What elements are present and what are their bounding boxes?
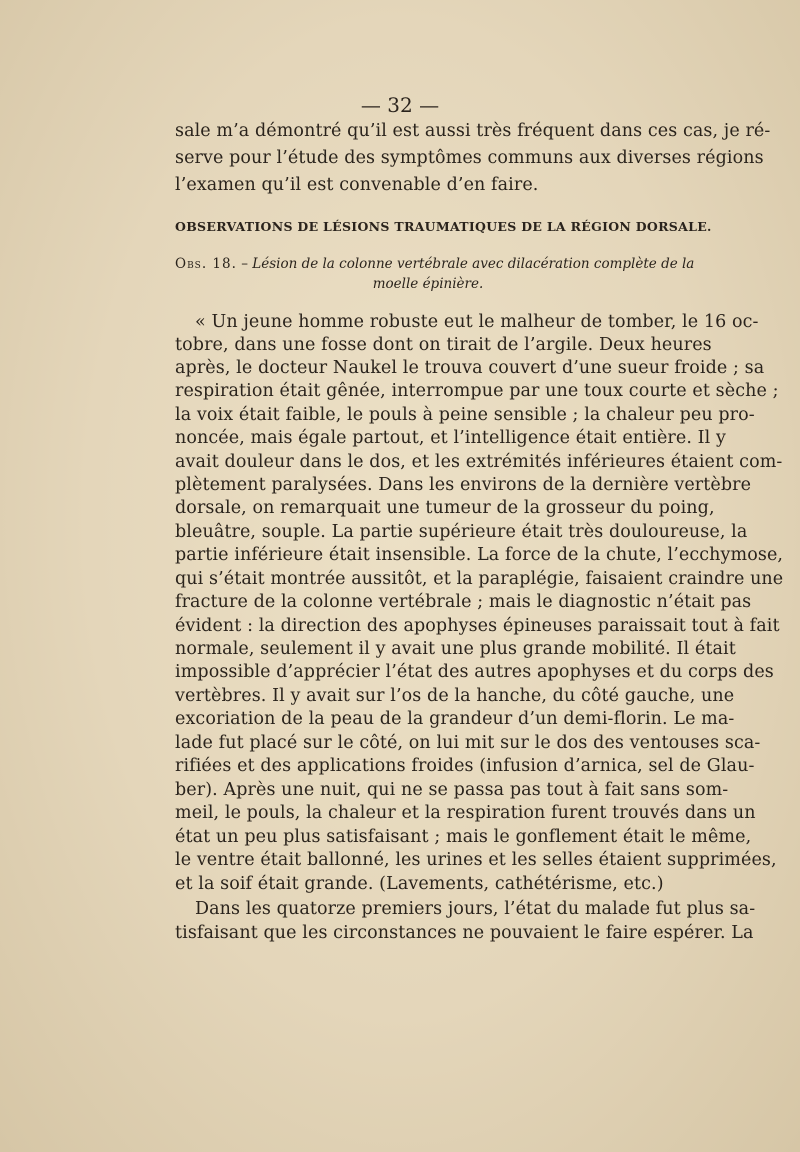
body-line: bleuâtre, souple. La partie supérieure était très douloureuse, la: [175, 522, 748, 542]
body-line: noncée, mais égale partout, et l’intelligence était entière. Il y: [175, 428, 727, 448]
body-line: impossible d’apprécier l’état des autres apophyses et du corps des: [175, 662, 774, 682]
observation-dash: –: [236, 256, 253, 272]
intro-line: sale m’a démontré qu’il est aussi très fréquent dans ces cas, je ré-: [175, 121, 771, 141]
section-heading: OBSERVATIONS DE LÉSIONS TRAUMATIQUES DE LA RÉGION DORSALE.: [175, 219, 712, 234]
page-number: — 32 —: [360, 93, 440, 117]
body-line: qui s’était montrée aussitôt, et la paraplégie, faisaient craindre une: [175, 569, 784, 589]
body-line: évident : la direction des apophyses épineuses paraissait tout à fait: [175, 616, 780, 636]
body-line: avait douleur dans le dos, et les extrémités inférieures étaient com-: [175, 452, 783, 472]
body-line: excoriation de la peau de la grandeur d’un demi-florin. Le ma-: [175, 709, 735, 729]
observation-title: Lésion de la colonne vertébrale avec dilacération complète de la: [252, 256, 695, 272]
body-line: tobre, dans une fosse dont on tirait de l’argile. Deux heures: [175, 335, 712, 355]
body-line: Dans les quatorze premiers jours, l’état du malade fut plus sa-: [195, 899, 756, 919]
intro-line: serve pour l’étude des symptômes communs aux diverses régions: [175, 148, 764, 168]
body-line: vertèbres. Il y avait sur l’os de la hanche, du côté gauche, une: [175, 686, 735, 706]
body-line: après, le docteur Naukel le trouva couvert d’une sueur froide ; sa: [175, 358, 765, 378]
body-line: lade fut placé sur le côté, on lui mit sur le dos des ventouses sca-: [175, 733, 761, 753]
body-line: tisfaisant que les circonstances ne pouvaient le faire espérer. La: [175, 923, 754, 943]
body-line: « Un jeune homme robuste eut le malheur de tomber, le 16 oc-: [195, 312, 759, 332]
body-line: rifiées et des applications froides (infusion d’arnica, sel de Glau-: [175, 756, 755, 776]
body-line: normale, seulement il y avait une plus grande mobilité. Il était: [175, 639, 736, 659]
observation-heading: [175, 254, 695, 274]
body-line: plètement paralysées. Dans les environs de la dernière vertèbre: [175, 475, 752, 495]
observation-label: Obs. 18.: [175, 256, 237, 272]
body-line: état un peu plus satisfaisant ; mais le gonflement était le même,: [175, 827, 752, 847]
body-line: le ventre était ballonné, les urines et les selles étaient supprimées,: [175, 850, 777, 870]
body-line: partie inférieure était insensible. La force de la chute, l’ecchymose,: [175, 545, 784, 565]
observation-title-continued: moelle épinière.: [372, 276, 484, 292]
body-line: ber). Après une nuit, qui ne se passa pas tout à fait sans som-: [175, 780, 729, 800]
intro-line: l’examen qu’il est convenable d’en faire.: [175, 175, 539, 195]
body-line: dorsale, on remarquait une tumeur de la grosseur du poing,: [175, 498, 715, 518]
body-line: respiration était gênée, interrompue par une toux courte et sèche ;: [175, 381, 779, 401]
body-line: fracture de la colonne vertébrale ; mais le diagnostic n’était pas: [175, 592, 752, 612]
body-line: meil, le pouls, la chaleur et la respiration furent trouvés dans un: [175, 803, 756, 823]
body-line: la voix était faible, le pouls à peine sensible ; la chaleur peu pro-: [175, 405, 755, 425]
body-line: et la soif était grande. (Lavements, cathétérisme, etc.): [175, 874, 664, 894]
